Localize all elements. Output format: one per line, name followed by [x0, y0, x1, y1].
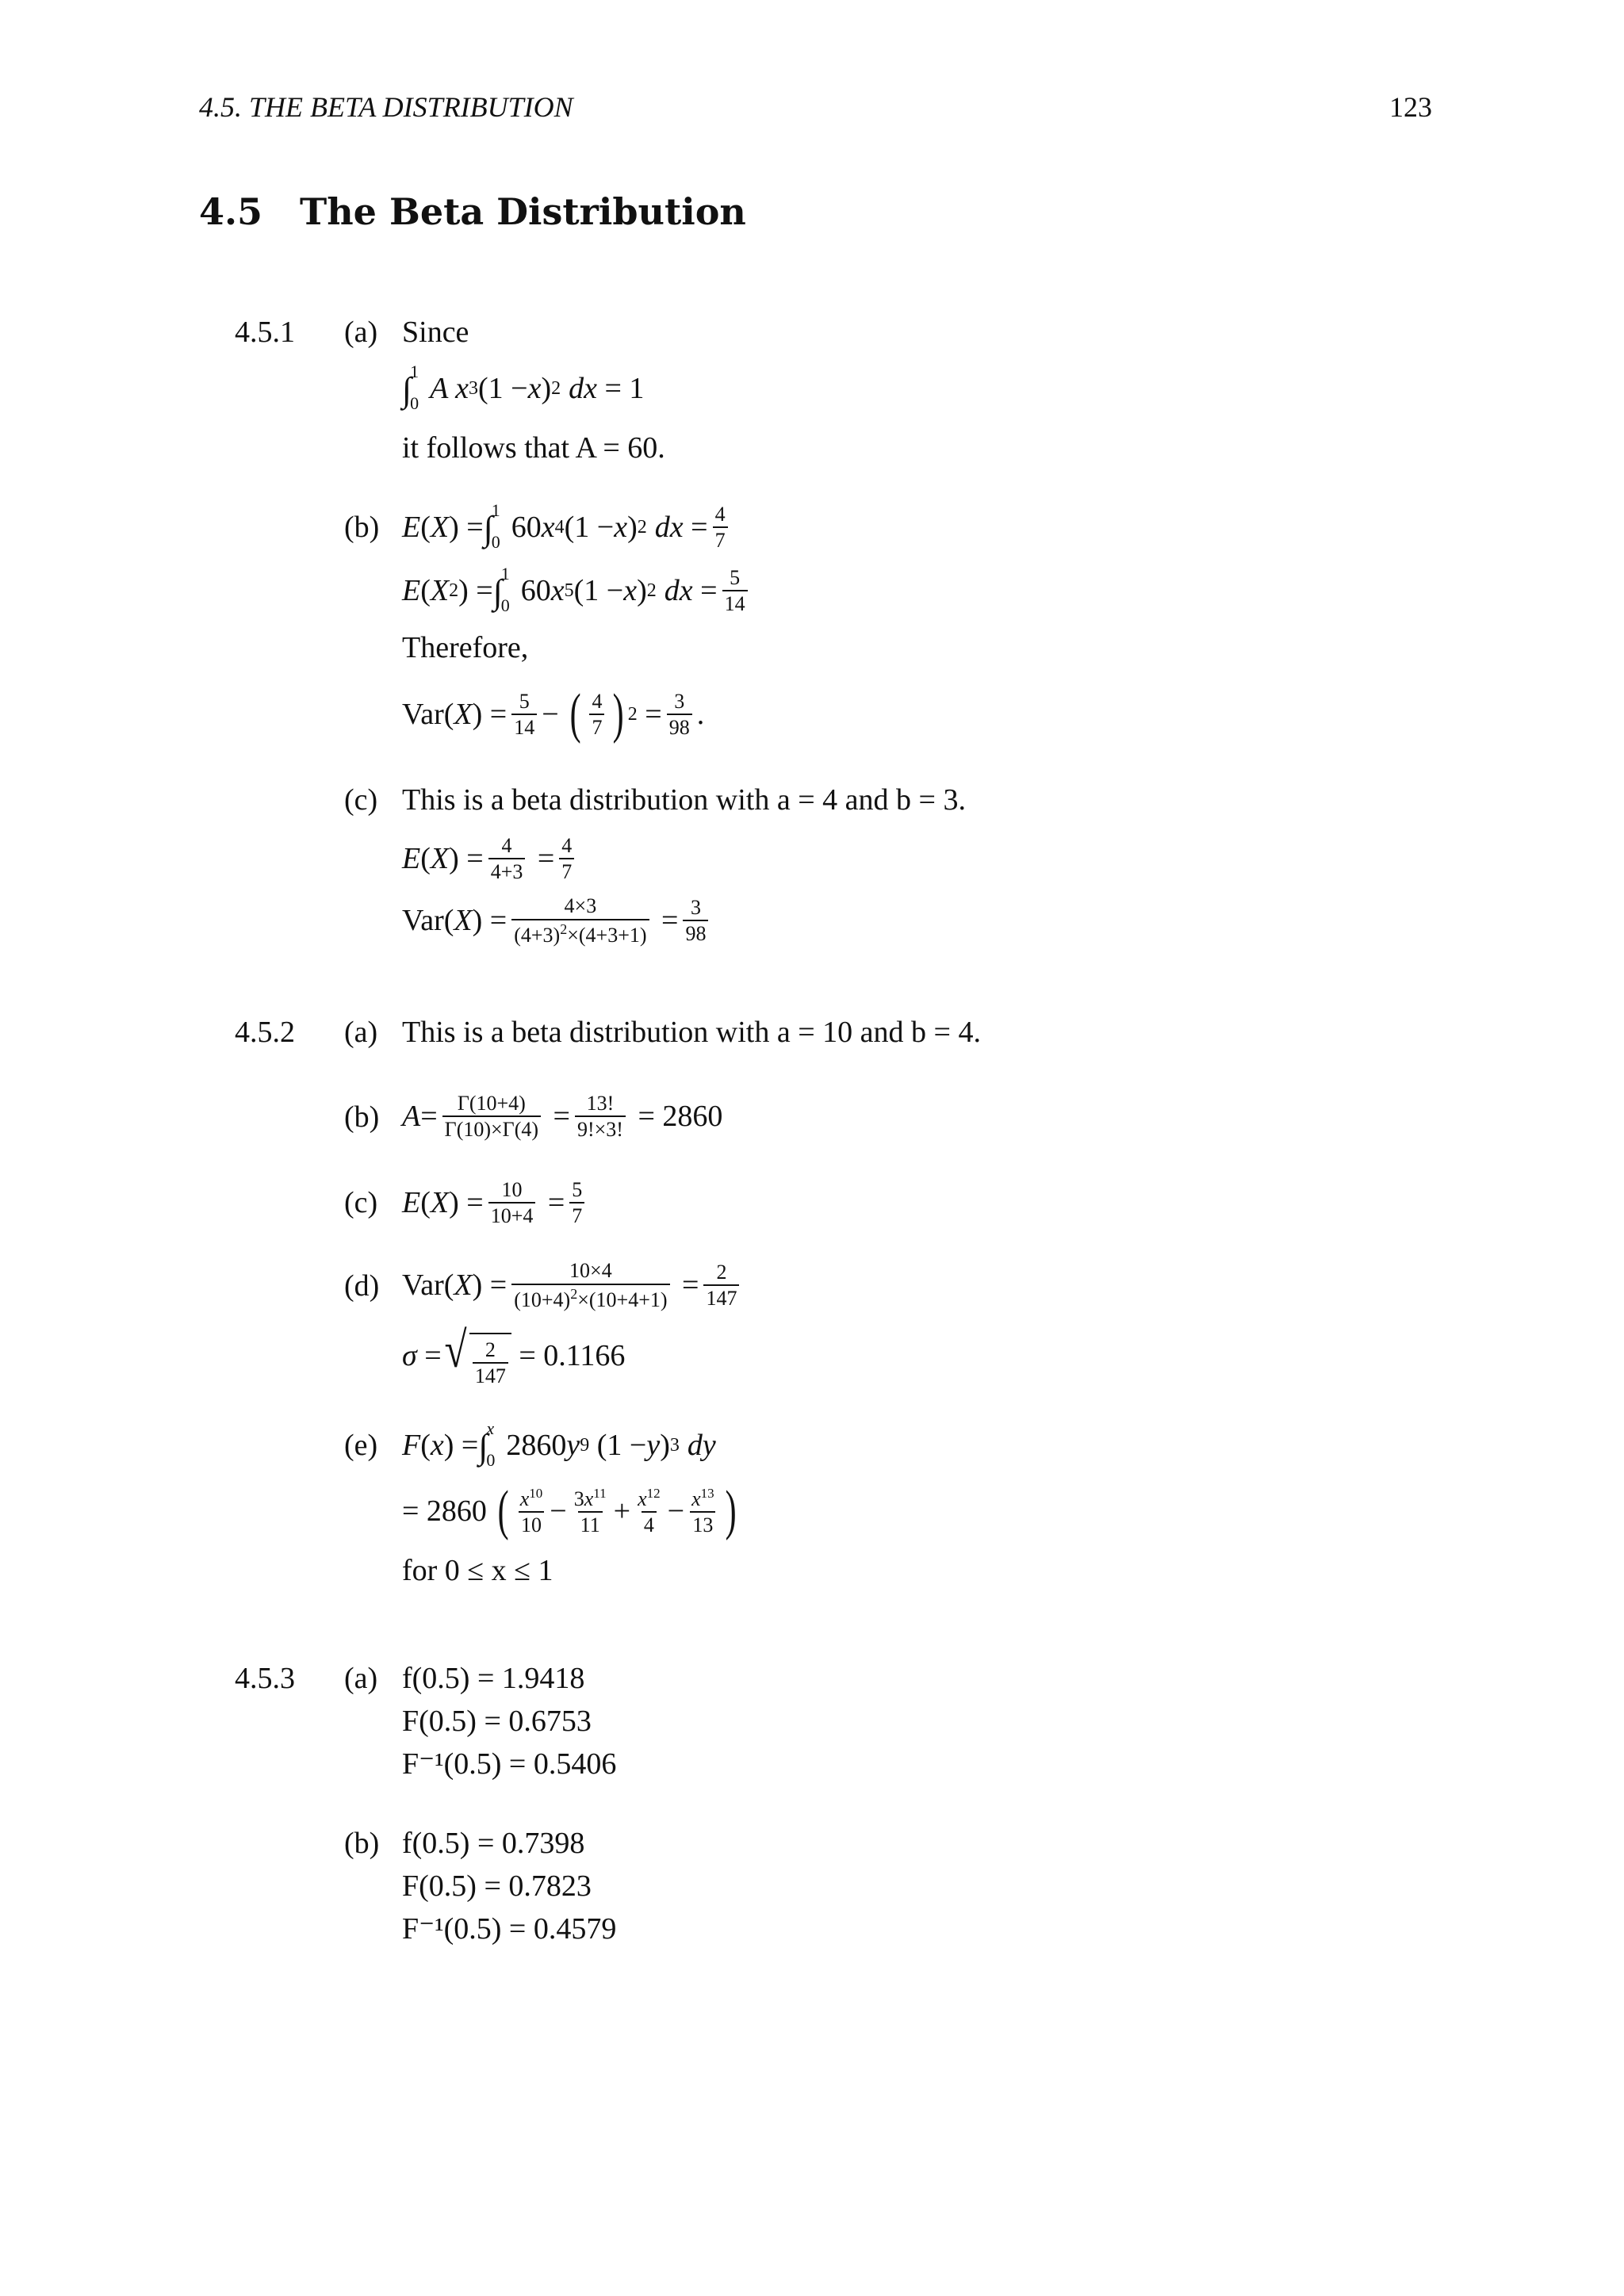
cdf-value-line: F(0.5) = 0.7823 [402, 1869, 592, 1903]
constant-value: 2860 [662, 1100, 723, 1133]
since-text: Since [402, 316, 469, 349]
part-c-tag: (c) [344, 783, 378, 817]
beta-params-text: This is a beta distribution with a = 10 and b = 4. [402, 1016, 981, 1049]
normalizing-constant-equation: A = $\frac{\Gamma(10+4)}{\Gamma(10)\times\Gamma(4)}$ = $\frac{13!}{9!\times 3!}$ = 2860 [402, 1091, 723, 1141]
page-number: 123 [1389, 91, 1432, 123]
therefore-text: Therefore, [402, 631, 529, 664]
inverse-cdf-line: F⁻¹(0.5) = 0.5406 [402, 1747, 617, 1781]
sigma-value: 0.1166 [543, 1339, 626, 1372]
part-a-tag: (a) [344, 1016, 378, 1049]
part-b-tag: (b) [344, 511, 380, 544]
section-number: 4.5 [199, 190, 263, 233]
part-a-tag: (a) [344, 1662, 378, 1695]
part-a-tag: (a) [344, 316, 378, 349]
section-title: The Beta Distribution [300, 190, 746, 233]
cdf-polynomial: = 2860 ( $\frac{x^{10}}{10}$ − $\frac{3x^{11}}{11}$ + $\frac{x^{12}}{4}$ − $\frac{x^{13}}{13}$ ) [402, 1480, 737, 1541]
pdf-value-line: f(0.5) = 0.7398 [402, 1827, 585, 1860]
cdf-value-line: F(0.5) = 0.6753 [402, 1705, 592, 1738]
beta-mean-equation: E ( X ) = $\frac{4}{4+3}$ = $\frac{4}{7}$ [402, 832, 579, 885]
beta-mean-equation: E ( X ) = $\frac{10}{10+4}$ = $\frac{5}{7}$ [402, 1177, 589, 1229]
inverse-cdf-line: F⁻¹(0.5) = 0.4579 [402, 1912, 617, 1946]
part-b-tag: (b) [344, 1100, 380, 1134]
beta-params-text: This is a beta distribution with a = 4 and b = 3. [402, 783, 966, 817]
cdf-equation: F ( x ) = ∫ x 0 2860 y 9 (1 − y ) 3 dy [402, 1418, 716, 1470]
part-d-tag: (d) [344, 1269, 380, 1303]
part-c-tag: (c) [344, 1186, 378, 1219]
sigma-equation: σ = √ $\frac{2}{147}$ = 0.1166 [402, 1321, 626, 1387]
expectation-equation: E ( X ) = ∫ 1 0 60 x 4 (1 − x ) 2 dx = $\frac{4}{7}$ [402, 501, 733, 553]
second-moment-equation: E ( X 2 ) = ∫ 1 0 60 x 5 (1 − x ) 2 dx = $\frac{5}{14}$ [402, 564, 753, 617]
problem-label-4-5-1: 4.5.1 [235, 316, 295, 349]
part-b-tag: (b) [344, 1827, 380, 1860]
pdf-value-line: f(0.5) = 1.9418 [402, 1662, 585, 1695]
running-head: 4.5. THE BETA DISTRIBUTION [199, 91, 573, 123]
problem-label-4-5-3: 4.5.3 [235, 1662, 295, 1695]
conclusion-text: it follows that A = 60. [402, 431, 665, 465]
problem-label-4-5-2: 4.5.2 [235, 1016, 295, 1049]
beta-variance-equation: Var( X ) = $\frac{10\times 4}{(10+4)^2\times(10+4+1)}$ = $\frac{2}{147}$ [402, 1259, 744, 1311]
normalization-equation: ∫ 1 0 A x 3 (1 − x ) 2 dx = 1 [402, 362, 645, 413]
variance-equation: Var( X ) = $\frac{5}{14}$ − ( $\frac{4}{7}$ ) 2 = $\frac{3}{98}$ . [402, 683, 705, 744]
range-text: for 0 ≤ x ≤ 1 [402, 1554, 553, 1587]
part-e-tag: (e) [344, 1429, 378, 1462]
beta-variance-equation: Var( X ) = $\frac{4\times 3}{(4+3)^2\times(4+3+1)}$ = $\frac{3}{98}$ [402, 894, 713, 947]
